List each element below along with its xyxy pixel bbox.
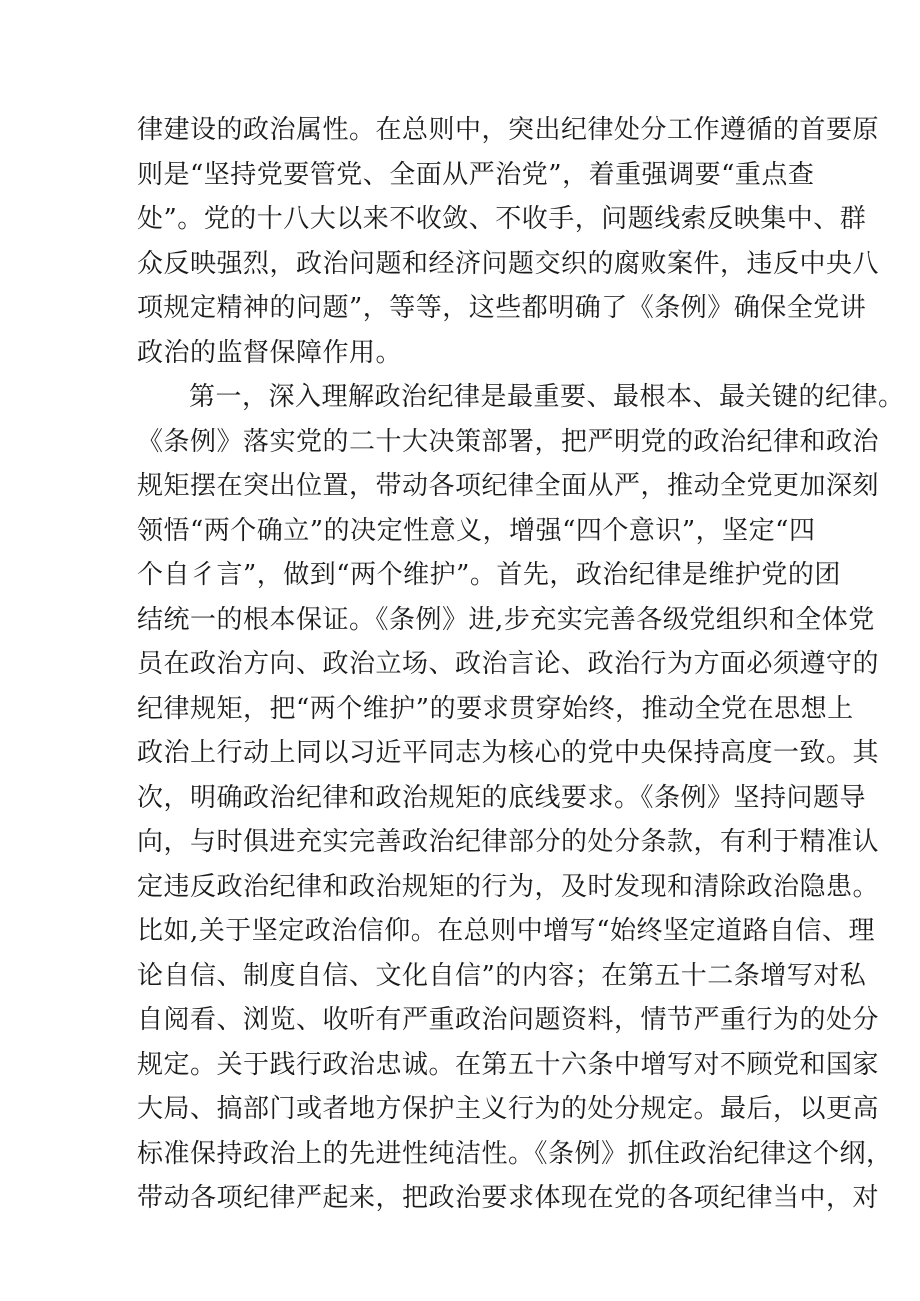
text-line: 定违反政治纪律和政治规矩的行为，及时发现和清除政治隐患。 xyxy=(137,872,880,902)
text-line: 政治的监督保障作用。 xyxy=(137,338,403,368)
text-line: 项规定精神的问题”，等等，这些都明确了《条例》确保全党讲 xyxy=(137,293,867,323)
text-line: 论自信、制度自信、文化自信”的内容；在第五十二条增写对私 xyxy=(137,961,867,991)
text-line: 员在政治方向、政治立场、政治言论、政治行为方面必须遵守的 xyxy=(137,649,880,679)
text-line: 比如,关于坚定政治信仰。在总则中增写“始终坚定道路自信、理 xyxy=(137,916,876,946)
text-line: 领悟“两个确立”的决定性意义，增强“四个意识”，坚定“四 xyxy=(137,516,816,546)
text-line: 政治上行动上同以习近平同志为核心的党中央保持高度一致。其 xyxy=(137,738,880,768)
text-line: 自阅看、浏览、收听有严重政治问题资料，情节严重行为的处分 xyxy=(137,1005,880,1035)
text-line: 结统一的根本保证。《条例》进,步充实完善各级党组织和全体党 xyxy=(137,605,875,635)
text-line: 个自彳言”，做到“两个维护”。首先，政治纪律是维护党的团 xyxy=(137,560,841,590)
text-line: 标准保持政治上的先进性纯洁性。《条例》抓住政治纪律这个纲， xyxy=(137,1139,893,1169)
text-line: 众反映强烈，政治问题和经济问题交织的腐败案件，违反中央八 xyxy=(137,249,880,279)
text-line: 规矩摆在突出位置，带动各项纪律全面从严，推动全党更加深刻 xyxy=(137,471,880,501)
text-line: 纪律规矩，把“两个维护”的要求贯穿始终，推动全党在思想上 xyxy=(137,694,854,724)
text-line: 次，明确政治纪律和政治规矩的底线要求。《条例》坚持问题导 xyxy=(137,783,867,813)
text-line: 处”。党的十八大以来不收敛、不收手，问题线索反映集中、群 xyxy=(137,204,867,234)
text-line: 带动各项纪律严起来，把政治要求体现在党的各项纪律当中，对 xyxy=(137,1183,880,1213)
text-line: 向，与时俱进充实完善政治纪律部分的处分条款，有利于精准认 xyxy=(137,827,880,857)
text-line: 大局、搞部门或者地方保护主义行为的处分规定。最后，以更高 xyxy=(137,1094,880,1124)
text-line: 律建设的政治属性。在总则中，突出纪律处分工作遵循的首要原 xyxy=(137,115,880,145)
text-line: 第一，深入理解政治纪律是最重要、最根本、最关键的纪律。 xyxy=(189,382,905,412)
text-line: 则是“坚持党要管党、全面从严治党”，着重强调要“重点查 xyxy=(137,160,815,190)
text-line: 规定。关于践行政治忠诚。在第五十六条中增写对不顾党和国家 xyxy=(137,1050,880,1080)
text-line: 《条例》落实党的二十大决策部署，把严明党的政治纪律和政治 xyxy=(137,427,880,457)
